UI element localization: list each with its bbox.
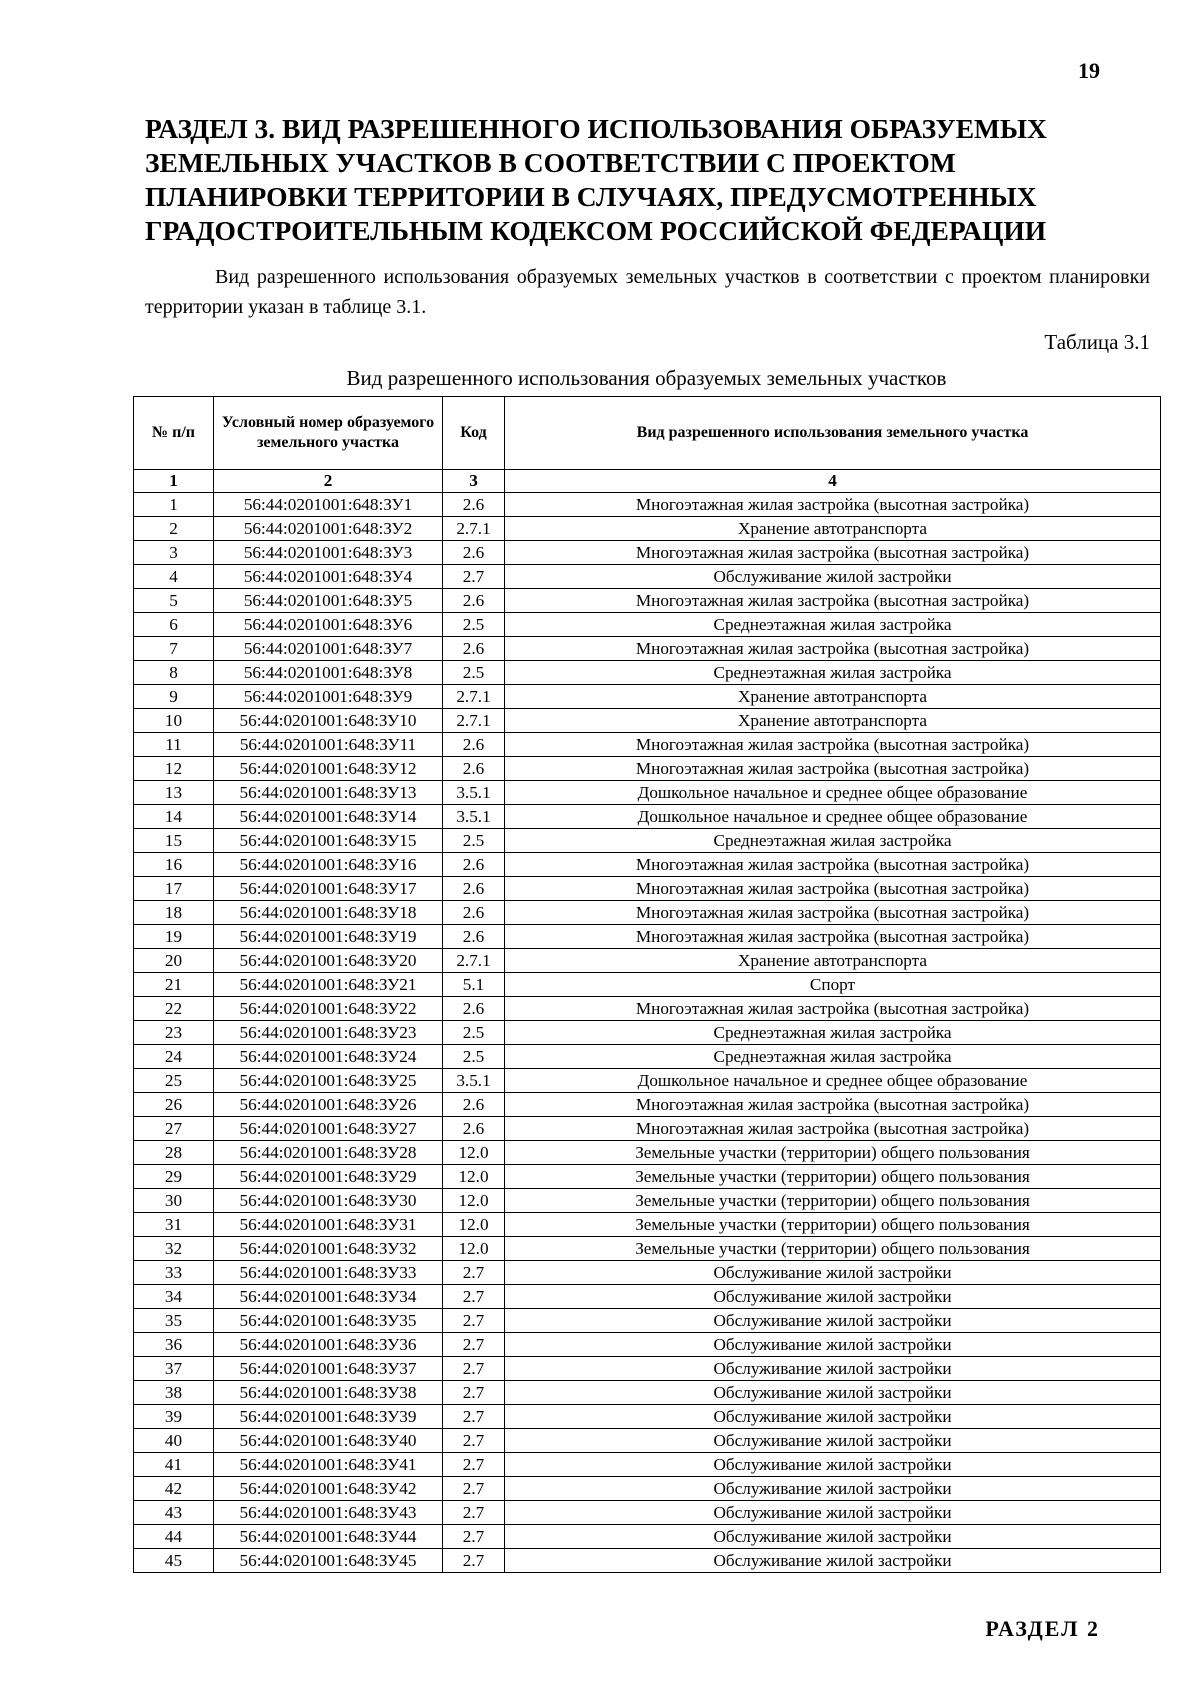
parcel-id-cell: 56:44:0201001:648:ЗУ1 <box>214 493 443 517</box>
land-use-cell: Многоэтажная жилая застройка (высотная застройка) <box>505 901 1161 925</box>
code-cell: 2.5 <box>443 1045 505 1069</box>
parcel-id-cell: 56:44:0201001:648:ЗУ27 <box>214 1117 443 1141</box>
table-row <box>134 733 1161 757</box>
row-number-cell: 16 <box>134 853 214 877</box>
land-use-cell: Среднеэтажная жилая застройка <box>505 1021 1161 1045</box>
row-number-cell: 18 <box>134 901 214 925</box>
code-cell: 2.7.1 <box>443 685 505 709</box>
column-number-row <box>134 470 1161 493</box>
row-number-cell: 25 <box>134 1069 214 1093</box>
parcel-id-cell: 56:44:0201001:648:ЗУ23 <box>214 1021 443 1045</box>
row-number-cell: 13 <box>134 781 214 805</box>
row-number-cell: 39 <box>134 1405 214 1429</box>
row-number-cell: 20 <box>134 949 214 973</box>
code-cell: 2.6 <box>443 589 505 613</box>
row-number-cell: 1 <box>134 493 214 517</box>
table-row <box>134 637 1161 661</box>
row-number-cell: 24 <box>134 1045 214 1069</box>
code-cell: 2.7 <box>443 1477 505 1501</box>
parcel-id-cell: 56:44:0201001:648:ЗУ9 <box>214 685 443 709</box>
parcel-id-cell: 56:44:0201001:648:ЗУ30 <box>214 1189 443 1213</box>
parcel-id-cell: 56:44:0201001:648:ЗУ7 <box>214 637 443 661</box>
land-use-cell: Многоэтажная жилая застройка (высотная застройка) <box>505 997 1161 1021</box>
land-use-cell: Среднеэтажная жилая застройка <box>505 661 1161 685</box>
parcel-id-cell: 56:44:0201001:648:ЗУ15 <box>214 829 443 853</box>
table-row <box>134 685 1161 709</box>
code-cell: 2.7.1 <box>443 949 505 973</box>
code-cell: 2.6 <box>443 637 505 661</box>
parcel-id-cell: 56:44:0201001:648:ЗУ25 <box>214 1069 443 1093</box>
land-use-cell: Обслуживание жилой застройки <box>505 1357 1161 1381</box>
row-number-cell: 4 <box>134 565 214 589</box>
row-number-cell: 26 <box>134 1093 214 1117</box>
table-row <box>134 1093 1161 1117</box>
code-cell: 2.6 <box>443 757 505 781</box>
table-row <box>134 757 1161 781</box>
table-row <box>134 1477 1161 1501</box>
land-use-cell: Многоэтажная жилая застройка (высотная застройка) <box>505 1093 1161 1117</box>
row-number-cell: 42 <box>134 1477 214 1501</box>
table-row <box>134 1309 1161 1333</box>
parcel-id-cell: 56:44:0201001:648:ЗУ14 <box>214 805 443 829</box>
table-row <box>134 1381 1161 1405</box>
row-number-cell: 31 <box>134 1213 214 1237</box>
table-row <box>134 1189 1161 1213</box>
parcel-id-cell: 56:44:0201001:648:ЗУ24 <box>214 1045 443 1069</box>
land-use-cell: Среднеэтажная жилая застройка <box>505 1045 1161 1069</box>
land-use-cell: Многоэтажная жилая застройка (высотная застройка) <box>505 493 1161 517</box>
code-cell: 2.7.1 <box>443 709 505 733</box>
table-row <box>134 565 1161 589</box>
parcel-id-cell: 56:44:0201001:648:ЗУ20 <box>214 949 443 973</box>
table-row <box>134 973 1161 997</box>
land-use-cell: Обслуживание жилой застройки <box>505 1525 1161 1549</box>
row-number-cell: 27 <box>134 1117 214 1141</box>
column-header: № п/п <box>134 397 214 470</box>
land-use-cell: Хранение автотранспорта <box>505 517 1161 541</box>
table-row <box>134 517 1161 541</box>
row-number-cell: 29 <box>134 1165 214 1189</box>
column-header: Вид разрешенного использования земельного участка <box>505 397 1161 470</box>
table-row <box>134 901 1161 925</box>
row-number-cell: 44 <box>134 1525 214 1549</box>
table-row <box>134 997 1161 1021</box>
land-use-cell: Многоэтажная жилая застройка (высотная застройка) <box>505 589 1161 613</box>
table-row <box>134 1501 1161 1525</box>
parcel-id-cell: 56:44:0201001:648:ЗУ13 <box>214 781 443 805</box>
land-use-cell: Хранение автотранспорта <box>505 709 1161 733</box>
code-cell: 2.7 <box>443 1309 505 1333</box>
parcel-id-cell: 56:44:0201001:648:ЗУ40 <box>214 1429 443 1453</box>
parcel-id-cell: 56:44:0201001:648:ЗУ34 <box>214 1285 443 1309</box>
table-number: Таблица 3.1 <box>1044 330 1150 354</box>
code-cell: 3.5.1 <box>443 1069 505 1093</box>
land-use-cell: Земельные участки (территории) общего пользования <box>505 1141 1161 1165</box>
row-number-cell: 9 <box>134 685 214 709</box>
parcel-id-cell: 56:44:0201001:648:ЗУ29 <box>214 1165 443 1189</box>
table-row <box>134 1405 1161 1429</box>
table-row <box>134 949 1161 973</box>
page-number: 19 <box>1078 58 1100 83</box>
parcel-id-cell: 56:44:0201001:648:ЗУ18 <box>214 901 443 925</box>
code-cell: 2.7 <box>443 1429 505 1453</box>
table-row <box>134 661 1161 685</box>
table-body <box>134 493 1161 1573</box>
code-cell: 2.6 <box>443 1093 505 1117</box>
row-number-cell: 43 <box>134 1501 214 1525</box>
row-number-cell: 45 <box>134 1549 214 1573</box>
code-cell: 2.6 <box>443 877 505 901</box>
land-use-cell: Дошкольное начальное и среднее общее образование <box>505 1069 1161 1093</box>
code-cell: 2.7 <box>443 1549 505 1573</box>
table-row <box>134 613 1161 637</box>
row-number-cell: 2 <box>134 517 214 541</box>
parcel-id-cell: 56:44:0201001:648:ЗУ19 <box>214 925 443 949</box>
land-use-cell: Обслуживание жилой застройки <box>505 1477 1161 1501</box>
land-use-cell: Дошкольное начальное и среднее общее образование <box>505 805 1161 829</box>
code-cell: 12.0 <box>443 1165 505 1189</box>
code-cell: 3.5.1 <box>443 805 505 829</box>
table-row <box>134 1453 1161 1477</box>
code-cell: 2.6 <box>443 733 505 757</box>
parcel-id-cell: 56:44:0201001:648:ЗУ21 <box>214 973 443 997</box>
parcel-id-cell: 56:44:0201001:648:ЗУ12 <box>214 757 443 781</box>
parcel-id-cell: 56:44:0201001:648:ЗУ36 <box>214 1333 443 1357</box>
parcel-id-cell: 56:44:0201001:648:ЗУ35 <box>214 1309 443 1333</box>
land-use-cell: Хранение автотранспорта <box>505 685 1161 709</box>
code-cell: 5.1 <box>443 973 505 997</box>
land-use-cell: Многоэтажная жилая застройка (высотная застройка) <box>505 541 1161 565</box>
land-use-cell: Многоэтажная жилая застройка (высотная застройка) <box>505 757 1161 781</box>
parcel-id-cell: 56:44:0201001:648:ЗУ16 <box>214 853 443 877</box>
land-use-cell: Хранение автотранспорта <box>505 949 1161 973</box>
land-use-cell: Земельные участки (территории) общего пользования <box>505 1165 1161 1189</box>
land-use-cell: Многоэтажная жилая застройка (высотная застройка) <box>505 853 1161 877</box>
intro-paragraph: Вид разрешенного использования образуемых земельных участков в соответствии с проектом планировки территории указан в таблице 3.1. <box>145 266 1150 318</box>
column-number: 2 <box>214 470 443 493</box>
land-use-cell: Обслуживание жилой застройки <box>505 1549 1161 1573</box>
land-use-cell: Земельные участки (территории) общего пользования <box>505 1237 1161 1261</box>
parcel-id-cell: 56:44:0201001:648:ЗУ3 <box>214 541 443 565</box>
land-use-cell: Среднеэтажная жилая застройка <box>505 613 1161 637</box>
parcel-id-cell: 56:44:0201001:648:ЗУ42 <box>214 1477 443 1501</box>
parcel-id-cell: 56:44:0201001:648:ЗУ4 <box>214 565 443 589</box>
land-use-cell: Обслуживание жилой застройки <box>505 1429 1161 1453</box>
table-row <box>134 1213 1161 1237</box>
row-number-cell: 37 <box>134 1357 214 1381</box>
parcel-id-cell: 56:44:0201001:648:ЗУ11 <box>214 733 443 757</box>
table-row <box>134 1549 1161 1573</box>
table-row <box>134 1333 1161 1357</box>
table-caption: Вид разрешенного использования образуемых земельных участков <box>346 366 947 390</box>
code-cell: 2.7 <box>443 1381 505 1405</box>
land-use-cell: Среднеэтажная жилая застройка <box>505 829 1161 853</box>
parcel-id-cell: 56:44:0201001:648:ЗУ37 <box>214 1357 443 1381</box>
parcel-id-cell: 56:44:0201001:648:ЗУ32 <box>214 1237 443 1261</box>
land-use-cell: Обслуживание жилой застройки <box>505 565 1161 589</box>
land-use-cell: Обслуживание жилой застройки <box>505 1285 1161 1309</box>
table-row <box>134 829 1161 853</box>
code-cell: 2.6 <box>443 493 505 517</box>
row-number-cell: 15 <box>134 829 214 853</box>
parcel-id-cell: 56:44:0201001:648:ЗУ8 <box>214 661 443 685</box>
parcel-id-cell: 56:44:0201001:648:ЗУ5 <box>214 589 443 613</box>
land-use-cell: Многоэтажная жилая застройка (высотная застройка) <box>505 1117 1161 1141</box>
parcel-id-cell: 56:44:0201001:648:ЗУ2 <box>214 517 443 541</box>
code-cell: 12.0 <box>443 1189 505 1213</box>
land-use-cell: Многоэтажная жилая застройка (высотная застройка) <box>505 733 1161 757</box>
parcel-id-cell: 56:44:0201001:648:ЗУ28 <box>214 1141 443 1165</box>
code-cell: 2.5 <box>443 829 505 853</box>
parcel-id-cell: 56:44:0201001:648:ЗУ39 <box>214 1405 443 1429</box>
code-cell: 2.5 <box>443 661 505 685</box>
row-number-cell: 40 <box>134 1429 214 1453</box>
parcel-id-cell: 56:44:0201001:648:ЗУ31 <box>214 1213 443 1237</box>
parcel-id-cell: 56:44:0201001:648:ЗУ26 <box>214 1093 443 1117</box>
code-cell: 2.7 <box>443 1285 505 1309</box>
table-row <box>134 805 1161 829</box>
land-use-cell: Обслуживание жилой застройки <box>505 1501 1161 1525</box>
row-number-cell: 19 <box>134 925 214 949</box>
code-cell: 12.0 <box>443 1237 505 1261</box>
parcel-id-cell: 56:44:0201001:648:ЗУ17 <box>214 877 443 901</box>
row-number-cell: 34 <box>134 1285 214 1309</box>
code-cell: 2.7 <box>443 1501 505 1525</box>
table-row <box>134 493 1161 517</box>
column-header: Код <box>443 397 505 470</box>
row-number-cell: 33 <box>134 1261 214 1285</box>
code-cell: 2.5 <box>443 1021 505 1045</box>
parcel-id-cell: 56:44:0201001:648:ЗУ33 <box>214 1261 443 1285</box>
code-cell: 2.7 <box>443 1405 505 1429</box>
row-number-cell: 28 <box>134 1141 214 1165</box>
row-number-cell: 41 <box>134 1453 214 1477</box>
table-row <box>134 1357 1161 1381</box>
code-cell: 2.6 <box>443 925 505 949</box>
parcel-id-cell: 56:44:0201001:648:ЗУ10 <box>214 709 443 733</box>
table-header-row <box>134 397 1161 470</box>
parcel-id-cell: 56:44:0201001:648:ЗУ45 <box>214 1549 443 1573</box>
code-cell: 2.7 <box>443 565 505 589</box>
land-use-cell: Обслуживание жилой застройки <box>505 1453 1161 1477</box>
table-row <box>134 709 1161 733</box>
table-row <box>134 1261 1161 1285</box>
row-number-cell: 32 <box>134 1237 214 1261</box>
land-use-cell: Обслуживание жилой застройки <box>505 1381 1161 1405</box>
land-use-cell: Обслуживание жилой застройки <box>505 1309 1161 1333</box>
row-number-cell: 38 <box>134 1381 214 1405</box>
code-cell: 3.5.1 <box>443 781 505 805</box>
land-use-cell: Многоэтажная жилая застройка (высотная застройка) <box>505 877 1161 901</box>
table-row <box>134 1429 1161 1453</box>
table-row <box>134 1069 1161 1093</box>
column-header: Условный номер образуемого земельного участка <box>214 397 443 470</box>
section-heading: РАЗДЕЛ 3. ВИД РАЗРЕШЕННОГО ИСПОЛЬЗОВАНИЯ ОБРАЗУЕМЫХ ЗЕМЕЛЬНЫХ УЧАСТКОВ В СООТВЕТСТВИИ С ПРОЕКТОМ ПЛАНИРОВКИ ТЕРРИТОРИИ В СЛУЧАЯХ, ПРЕДУСМОТРЕННЫХ ГРАДОСТРОИТЕЛЬНЫМ КОДЕКСОМ РОССИЙСКОЙ ФЕДЕРАЦИИ <box>145 113 1047 246</box>
land-use-cell: Обслуживание жилой застройки <box>505 1261 1161 1285</box>
row-number-cell: 10 <box>134 709 214 733</box>
parcel-id-cell: 56:44:0201001:648:ЗУ22 <box>214 997 443 1021</box>
code-cell: 2.6 <box>443 541 505 565</box>
code-cell: 12.0 <box>443 1213 505 1237</box>
table-row <box>134 589 1161 613</box>
code-cell: 2.7 <box>443 1357 505 1381</box>
table-row <box>134 1117 1161 1141</box>
code-cell: 2.7.1 <box>443 517 505 541</box>
table-row <box>134 1045 1161 1069</box>
row-number-cell: 22 <box>134 997 214 1021</box>
table-row <box>134 925 1161 949</box>
row-number-cell: 35 <box>134 1309 214 1333</box>
table-row <box>134 541 1161 565</box>
land-use-cell: Многоэтажная жилая застройка (высотная застройка) <box>505 925 1161 949</box>
footer-section-label: РАЗДЕЛ 2 <box>985 1616 1100 1641</box>
table-row <box>134 877 1161 901</box>
parcel-id-cell: 56:44:0201001:648:ЗУ44 <box>214 1525 443 1549</box>
code-cell: 2.6 <box>443 997 505 1021</box>
code-cell: 12.0 <box>443 1141 505 1165</box>
parcel-id-cell: 56:44:0201001:648:ЗУ43 <box>214 1501 443 1525</box>
row-number-cell: 12 <box>134 757 214 781</box>
code-cell: 2.7 <box>443 1333 505 1357</box>
table-row <box>134 853 1161 877</box>
column-number: 4 <box>505 470 1161 493</box>
code-cell: 2.5 <box>443 613 505 637</box>
row-number-cell: 5 <box>134 589 214 613</box>
table-row <box>134 781 1161 805</box>
land-use-cell: Земельные участки (территории) общего пользования <box>505 1189 1161 1213</box>
land-use-table <box>133 396 1161 1573</box>
code-cell: 2.7 <box>443 1261 505 1285</box>
row-number-cell: 21 <box>134 973 214 997</box>
code-cell: 2.7 <box>443 1453 505 1477</box>
table-row <box>134 1165 1161 1189</box>
row-number-cell: 6 <box>134 613 214 637</box>
land-use-cell: Обслуживание жилой застройки <box>505 1405 1161 1429</box>
land-use-cell: Дошкольное начальное и среднее общее образование <box>505 781 1161 805</box>
parcel-id-cell: 56:44:0201001:648:ЗУ41 <box>214 1453 443 1477</box>
row-number-cell: 8 <box>134 661 214 685</box>
table-row <box>134 1141 1161 1165</box>
code-cell: 2.6 <box>443 853 505 877</box>
table-row <box>134 1021 1161 1045</box>
parcel-id-cell: 56:44:0201001:648:ЗУ38 <box>214 1381 443 1405</box>
row-number-cell: 36 <box>134 1333 214 1357</box>
table-row <box>134 1525 1161 1549</box>
code-cell: 2.6 <box>443 901 505 925</box>
column-number: 1 <box>134 470 214 493</box>
code-cell: 2.7 <box>443 1525 505 1549</box>
table-row <box>134 1285 1161 1309</box>
column-number: 3 <box>443 470 505 493</box>
row-number-cell: 11 <box>134 733 214 757</box>
parcel-id-cell: 56:44:0201001:648:ЗУ6 <box>214 613 443 637</box>
row-number-cell: 17 <box>134 877 214 901</box>
row-number-cell: 23 <box>134 1021 214 1045</box>
land-use-cell: Обслуживание жилой застройки <box>505 1333 1161 1357</box>
land-use-cell: Спорт <box>505 973 1161 997</box>
table-row <box>134 1237 1161 1261</box>
row-number-cell: 14 <box>134 805 214 829</box>
row-number-cell: 30 <box>134 1189 214 1213</box>
land-use-cell: Земельные участки (территории) общего пользования <box>505 1213 1161 1237</box>
code-cell: 2.6 <box>443 1117 505 1141</box>
row-number-cell: 3 <box>134 541 214 565</box>
row-number-cell: 7 <box>134 637 214 661</box>
land-use-cell: Многоэтажная жилая застройка (высотная застройка) <box>505 637 1161 661</box>
